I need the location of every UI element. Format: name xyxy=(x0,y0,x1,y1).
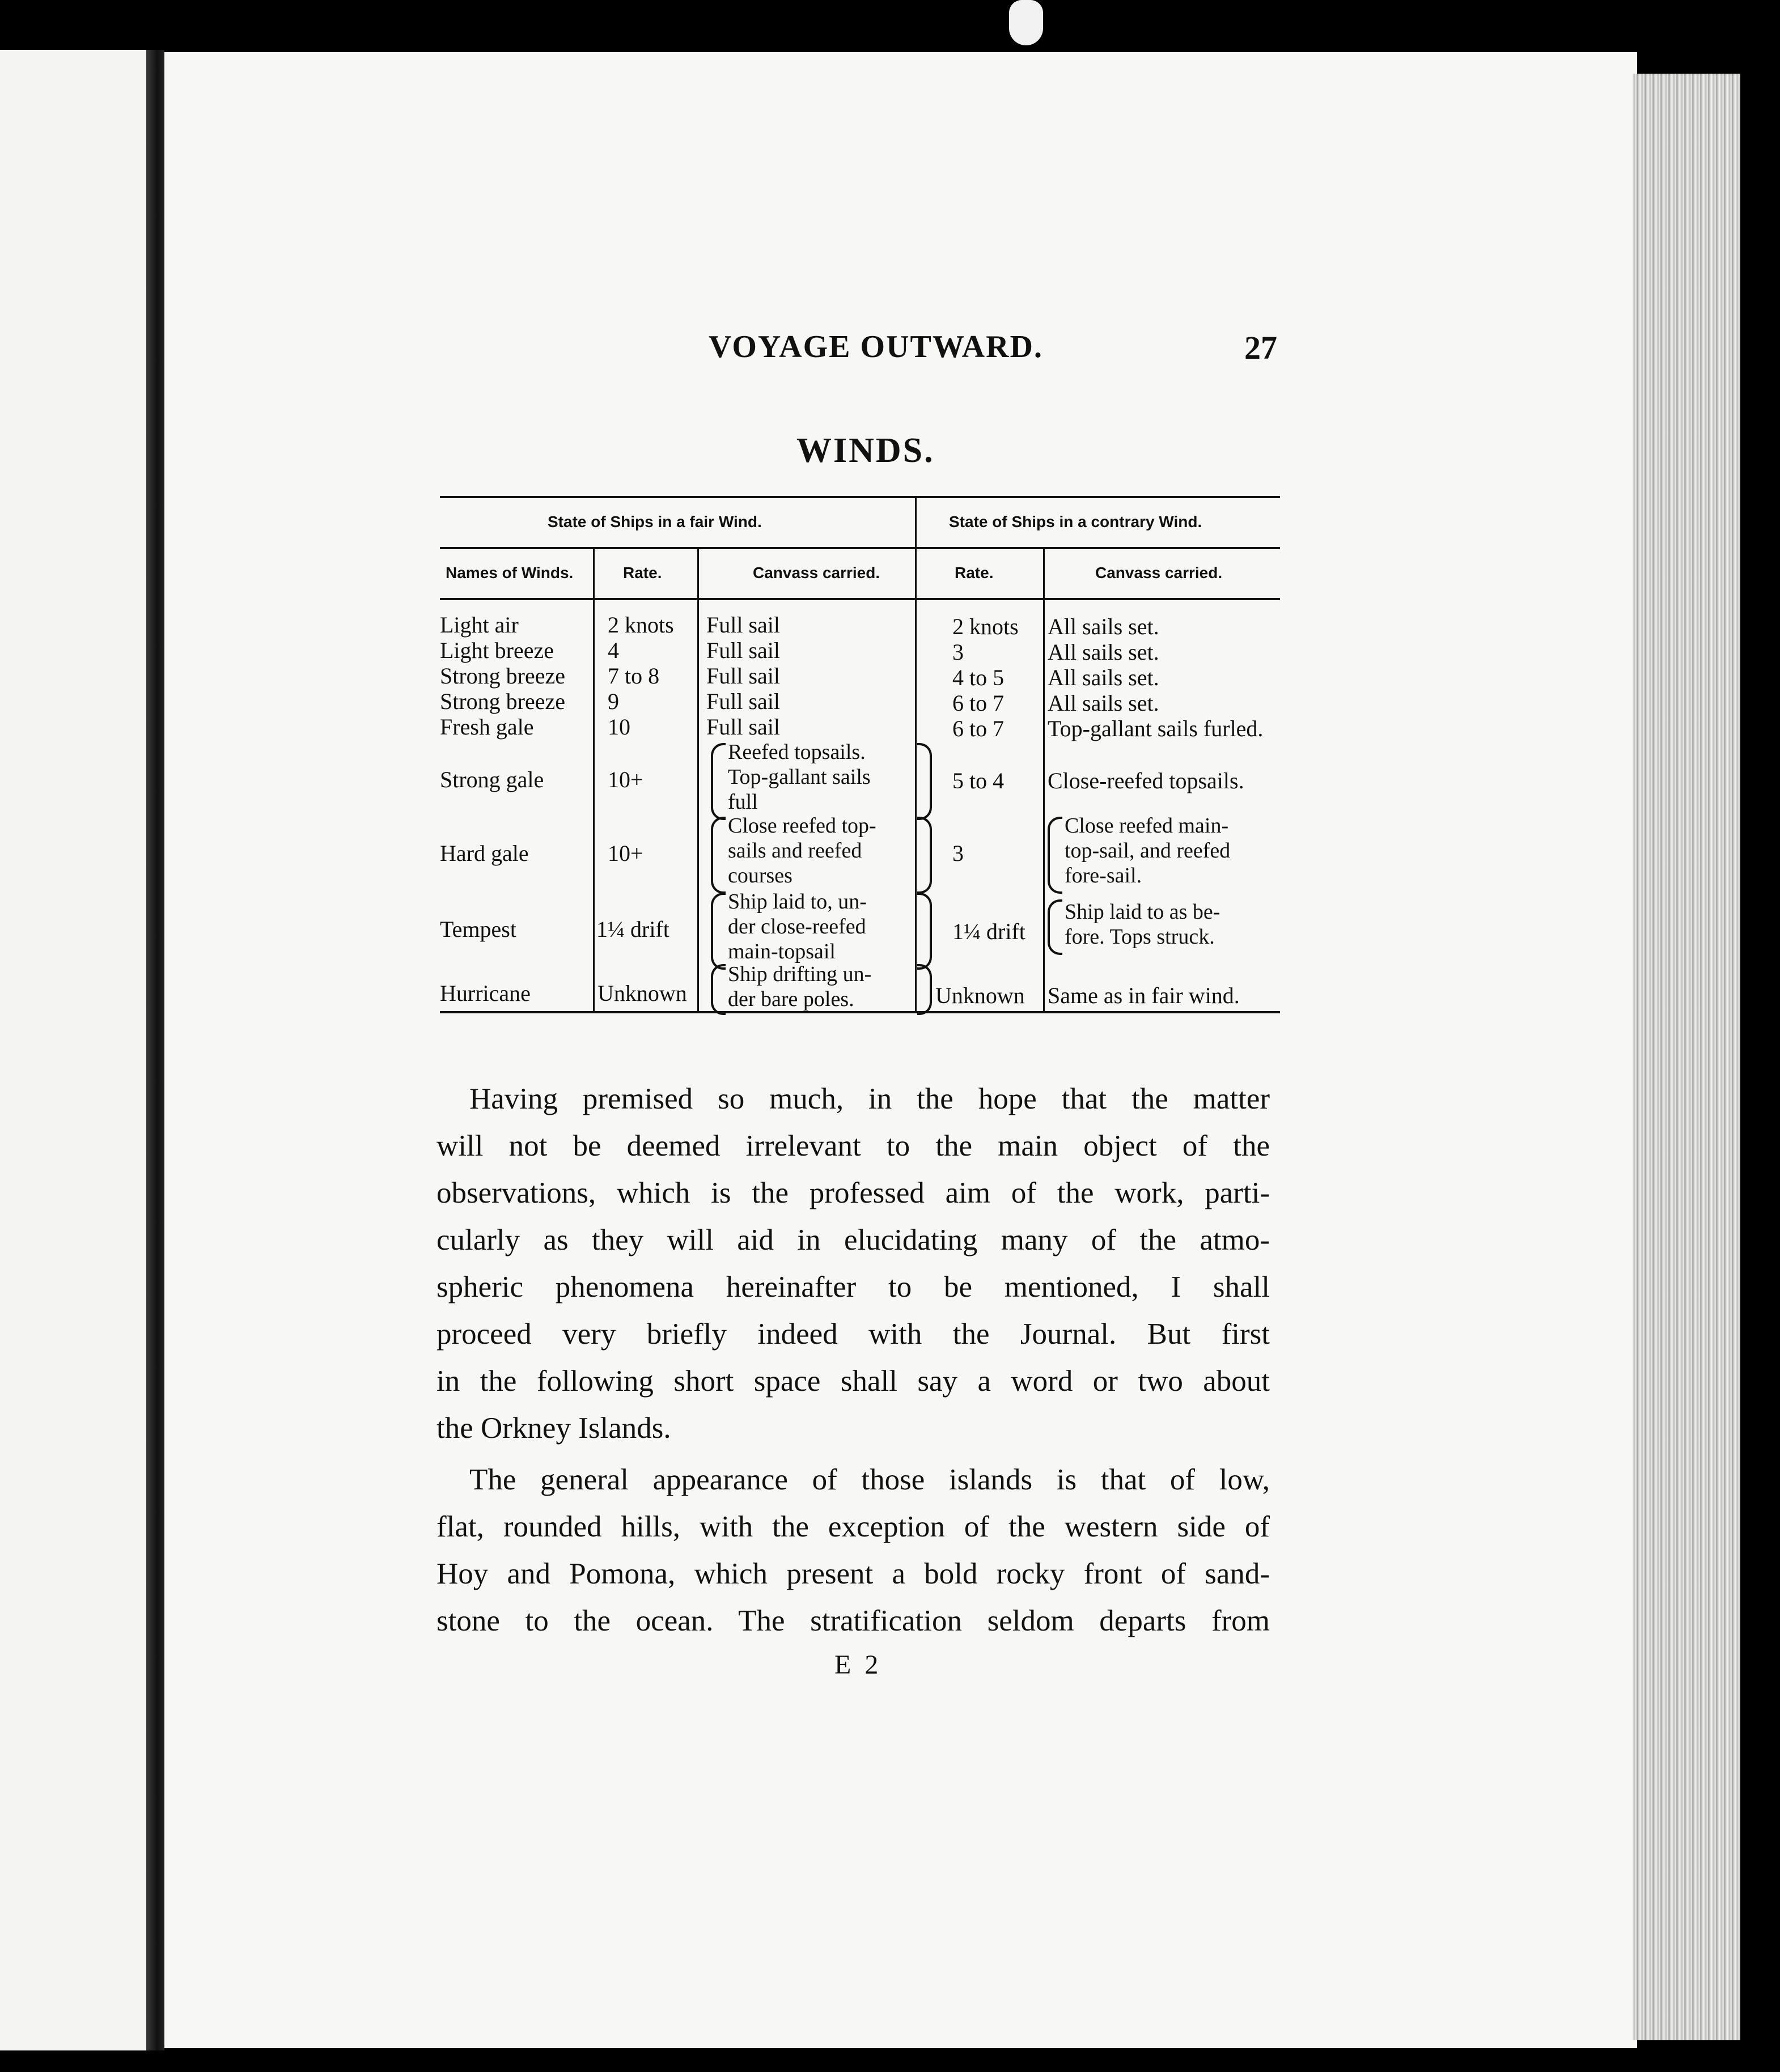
right-brace xyxy=(917,964,932,1015)
column-divider xyxy=(697,549,699,1011)
column-header-rule xyxy=(440,598,1280,600)
group-header-fair: State of Ships in a fair Wind. xyxy=(548,513,762,530)
contrary-canvass: Close-reefed topsails. xyxy=(1048,768,1244,793)
fair-rate: 10 xyxy=(608,714,630,740)
contrary-rate: 1¼ drift xyxy=(952,919,1025,944)
text-line: cularly as they will aid in elucidating many of the atmo- xyxy=(436,1224,1270,1256)
contrary-rate: 5 to 4 xyxy=(952,768,1005,793)
column-header: Rate. xyxy=(955,564,994,581)
contrary-rate: Unknown xyxy=(935,983,1025,1008)
right-brace xyxy=(917,743,932,820)
fair-canvass: Close reefed top- sails and reefed courses xyxy=(728,814,876,888)
paragraph xyxy=(436,1076,1270,1452)
wind-name: Light air xyxy=(440,612,519,638)
contrary-rate: 6 to 7 xyxy=(952,690,1005,716)
contrary-canvass: Same as in fair wind. xyxy=(1048,983,1240,1008)
fair-canvass: Full sail xyxy=(706,663,781,689)
column-header: Names of Winds. xyxy=(446,564,574,581)
page-number: 27 xyxy=(1244,329,1277,366)
fair-rate: 4 xyxy=(608,638,619,663)
fair-rate: 2 knots xyxy=(608,612,674,638)
text-line: proceed very briefly indeed with the Journal. But first xyxy=(436,1318,1270,1351)
text-line: Hoy and Pomona, which present a bold rocky front of sand- xyxy=(436,1557,1270,1590)
facing-page-edge xyxy=(0,50,146,2050)
contrary-canvass: Close reefed main- top-sail, and reefed fore-sail. xyxy=(1065,814,1231,888)
fair-rate: Unknown xyxy=(597,980,687,1006)
contrary-canvass: All sails set. xyxy=(1048,690,1159,716)
contrary-canvass: All sails set. xyxy=(1048,639,1159,665)
text-line: stone to the ocean. The stratification seldom departs from xyxy=(436,1604,1270,1637)
table-title: WINDS. xyxy=(796,431,935,470)
contrary-rate: 3 xyxy=(952,639,964,665)
left-brace xyxy=(711,817,726,894)
wind-name: Strong gale xyxy=(440,767,544,792)
left-brace xyxy=(711,964,726,1015)
text-line: will not be deemed irrelevant to the main object of the xyxy=(436,1130,1270,1162)
fair-canvass: Reefed topsails. Top-gallant sails full xyxy=(728,740,871,814)
text-line: flat, rounded hills, with the exception of the western side of xyxy=(436,1510,1270,1543)
column-divider xyxy=(593,549,595,1011)
contrary-rate: 2 knots xyxy=(952,614,1019,639)
column-divider xyxy=(915,496,917,1011)
contrary-rate: 4 to 5 xyxy=(952,665,1005,690)
text-line: observations, which is the professed aim of the work, parti- xyxy=(436,1177,1270,1209)
fair-rate: 10+ xyxy=(608,767,643,792)
fair-rate: 10+ xyxy=(608,840,643,866)
wind-name: Light breeze xyxy=(440,638,554,663)
right-brace xyxy=(917,817,932,894)
group-header-contrary: State of Ships in a contrary Wind. xyxy=(949,513,1202,530)
fair-canvass: Full sail xyxy=(706,714,781,740)
text-line: the Orkney Islands. xyxy=(436,1412,671,1445)
fair-canvass: Full sail xyxy=(706,689,781,714)
text-line: in the following short space shall say a word or two about xyxy=(436,1365,1270,1398)
contrary-canvass: All sails set. xyxy=(1048,665,1159,690)
page-edges xyxy=(1633,74,1740,2040)
group-header-rule xyxy=(440,547,1280,549)
fair-canvass: Full sail xyxy=(706,612,781,638)
column-header: Rate. xyxy=(623,564,662,581)
contrary-canvass: Ship laid to as be- fore. Tops struck. xyxy=(1065,900,1220,949)
paragraph xyxy=(436,1457,1270,1645)
right-brace xyxy=(917,893,932,970)
wind-name: Hard gale xyxy=(440,840,529,866)
fair-canvass: Full sail xyxy=(706,638,781,663)
contrary-rate: 3 xyxy=(952,840,964,866)
column-header: Canvass carried. xyxy=(1095,564,1223,581)
winds-table xyxy=(440,496,1280,1013)
wind-name: Strong breeze xyxy=(440,663,566,689)
column-header: Canvass carried. xyxy=(753,564,880,581)
signature-mark: E 2 xyxy=(834,1650,882,1680)
contrary-rate: 6 to 7 xyxy=(952,716,1005,741)
contrary-canvass: All sails set. xyxy=(1048,614,1159,639)
book-gutter xyxy=(146,50,164,2050)
left-brace xyxy=(1048,899,1062,955)
left-brace xyxy=(1048,817,1062,894)
text-line: The general appearance of those islands is that of low, xyxy=(469,1463,1270,1496)
wind-name: Tempest xyxy=(440,916,516,942)
fair-canvass: Ship laid to, un- der close-reefed main-topsail xyxy=(728,890,867,963)
wind-name: Strong breeze xyxy=(440,689,566,714)
fair-rate: 9 xyxy=(608,689,619,714)
wind-name: Hurricane xyxy=(440,980,531,1006)
top-blot xyxy=(1009,0,1043,45)
fair-canvass: Ship drifting un- der bare poles. xyxy=(728,962,872,1011)
contrary-canvass: Top-gallant sails furled. xyxy=(1048,716,1264,741)
fair-rate: 7 to 8 xyxy=(608,663,660,689)
text-line: spheric phenomena hereinafter to be mentioned, I shall xyxy=(436,1271,1270,1304)
left-brace xyxy=(711,743,726,820)
column-divider xyxy=(1043,549,1045,1011)
table-top-rule xyxy=(440,496,1280,498)
fair-rate: 1¼ drift xyxy=(596,916,669,942)
left-brace xyxy=(711,893,726,970)
text-line: Having premised so much, in the hope that the matter xyxy=(469,1082,1270,1115)
running-head: VOYAGE OUTWARD. xyxy=(709,329,1043,364)
wind-name: Fresh gale xyxy=(440,714,534,740)
